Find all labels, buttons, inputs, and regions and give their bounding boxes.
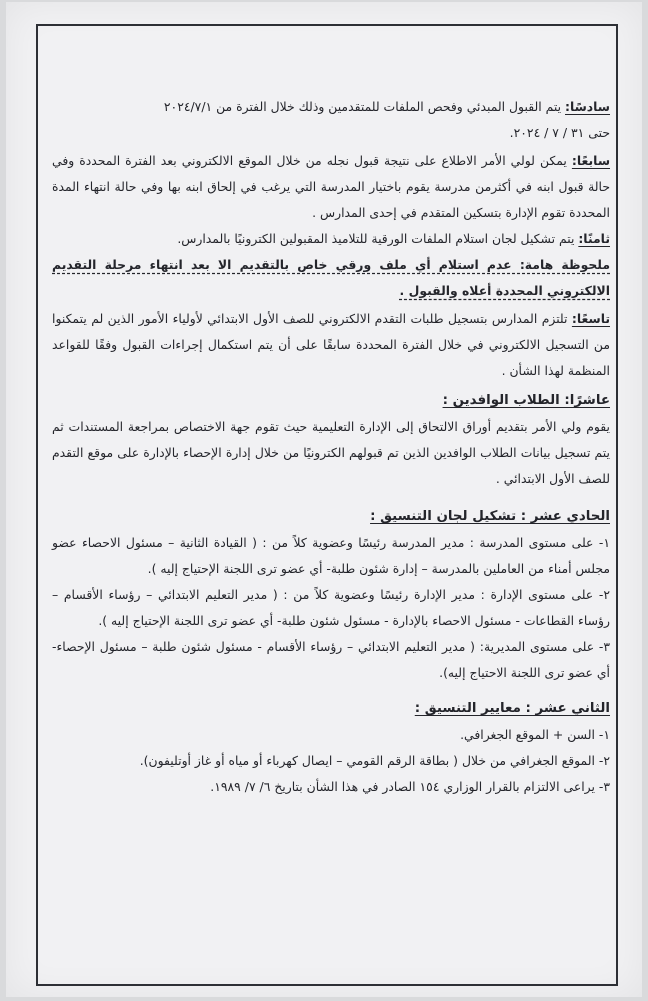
section-12-heading: الثاني عشر : معايير التنسيق : (414, 701, 610, 716)
section-7 (52, 148, 610, 226)
section-12 (52, 696, 610, 800)
section-6-label: سادسًا: (565, 99, 610, 114)
section-11-item-2: ٢- على مستوى الإدارة : مدير الإدارة رئيسًا وعضوية كلاً من : ( مدير التعليم الابتدائي – رؤساء الأقسام – رؤساء القطاعات - مسئول الاحصاء بالإدارة - مسئول شئون طلبة- أي عضو ترى اللجنة الإحتياج إليه ). (52, 587, 610, 628)
section-11-item-1: ١- على مستوى المدرسة : مدير المدرسة رئيسًا وعضوية كلاً من : ( القيادة الثانية – مسئول الاحصاء عضو مجلس أمناء من العاملين بالمدرسة – إدارة شئون طلبة- أي عضو ترى اللجنة الإحتياج إليه ). (52, 535, 610, 576)
section-8-text: يتم تشكيل لجان استلام الملفات الورقية للتلاميذ المقبولين الكترونيًا بالمدارس. (177, 231, 579, 246)
section-12-item-3: ٣- يراعى الالتزام بالقرار الوزاري ١٥٤ الصادر في هذا الشأن بتاريخ ٦/ ٧/ ١٩٨٩. (210, 779, 610, 794)
section-12-item-2: ٢- الموقع الجغرافي من خلال ( بطاقة الرقم القومي – ايصال كهرباء أو مياه أو غاز أوتليفون). (139, 753, 610, 768)
section-10-text: يقوم ولي الأمر بتقديم أوراق الالتحاق إلى الإدارة التعليمية حيث تقوم جهة الاختصاص بمراجعة المستندات ثم يتم تسجيل بيانات الطلاب الوافدين الذين تم قبولهم الكترونيًا من خلال إدارة الإحصاء بالإدارة على موقع التقدم للصف الأول الابتدائي . (52, 419, 610, 486)
document-sheet (6, 2, 642, 997)
section-6-line2: حتى ٣١ / ٧ / ٢٠٢٤. (509, 125, 610, 140)
section-12-item-1: ١- السن + الموقع الجغرافي. (460, 727, 610, 742)
document-body (52, 94, 610, 800)
section-11 (52, 504, 610, 686)
section-8 (52, 226, 610, 252)
section-11-item-3: ٣- على مستوى المديرية: ( مدير التعليم الابتدائي – رؤساء الأقسام - مسئول شئون طلبة – مسئول الإحصاء- أي عضو ترى اللجنة الاحتياج إليه). (52, 639, 610, 680)
section-10 (52, 388, 610, 492)
section-9 (52, 306, 610, 384)
section-10-heading: عاشرًا: الطلاب الوافدين : (442, 393, 610, 408)
section-11-heading: الحادي عشر : تشكيل لجان التنسيق : (370, 509, 610, 524)
section-6-line1: يتم القبول المبدئي وفحص الملفات للمتقدمين وذلك خلال الفترة من ٢٠٢٤/٧/١ (163, 99, 565, 114)
section-8-label: ثامنًا: (578, 231, 610, 246)
section-6 (52, 94, 610, 146)
section-7-label: سابعًا: (571, 153, 610, 168)
important-note: ملحوظة هامة: عدم استلام أي ملف ورقي خاص بالتقديم الا بعد انتهاء مرحلة التقديم الالكتروني المحددة أعلاه والقبول . (52, 257, 610, 298)
section-7-text: يمكن لولي الأمر الاطلاع على نتيجة قبول نجله من خلال الموقع الالكتروني بعد الفترة المحددة وفي حالة قبول ابنه في أكثرمن مدرسة يقوم باختيار المدرسة التي يرغب في إلحاق ابنه بها وفي حالة انتهاء المدة المحددة تقوم الإدارة بتسكين المتقدم في إحدى المدارس . (52, 153, 610, 220)
section-9-label: تاسعًا: (571, 311, 610, 326)
section-9-text: تلتزم المدارس بتسجيل طلبات التقدم الالكتروني للصف الأول الابتدائي لأولياء الأمور الذين لم يتمكنوا من التسجيل الالكتروني في خلال الفترة المحددة سابقًا على أن يتم استكمال إجراءات القبول وفقًا للقواعد المنظمة لهذا الشأن . (52, 311, 610, 378)
